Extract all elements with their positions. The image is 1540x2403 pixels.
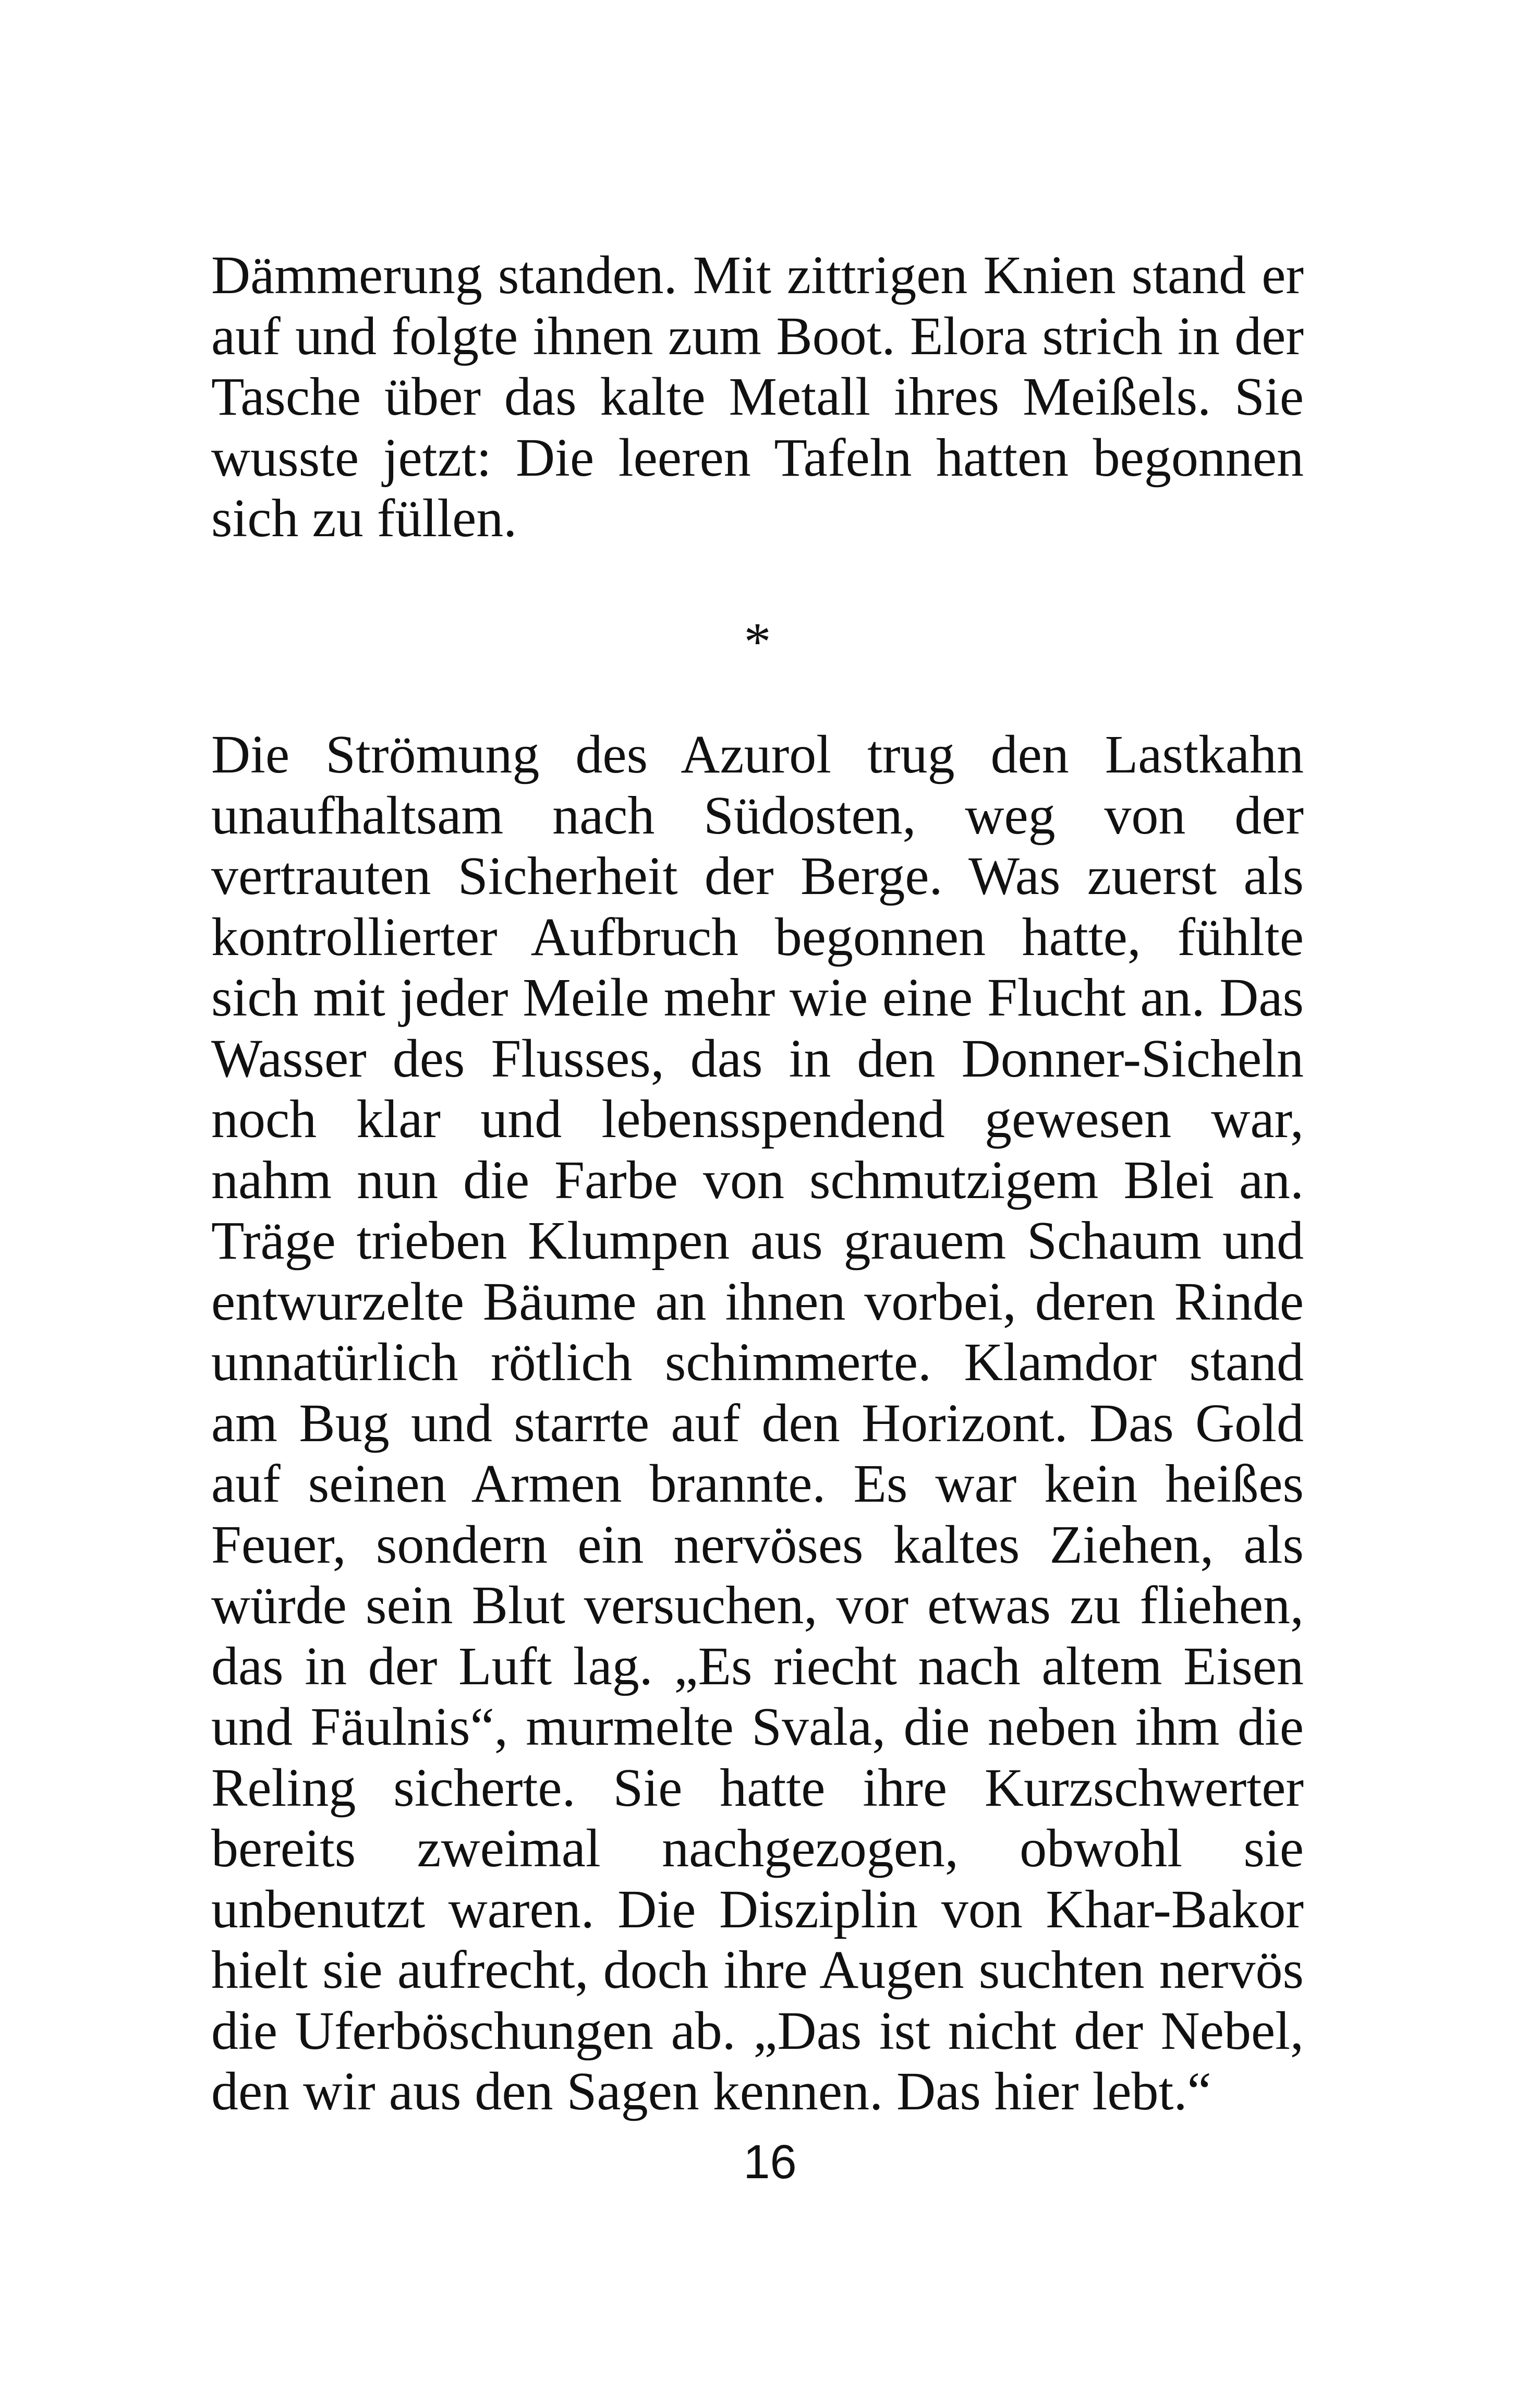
book-page-body xyxy=(211,245,1304,2122)
paragraph-river-journey: Die Strömung des Azurol trug den Lastkahn unaufhaltsam nach Südosten, weg von der vertrauten Sicherheit der Berge. Was zuerst als kontrollierter Aufbruch begonnen hatte, fühlte sich mit jeder Meile mehr wie eine Flucht an. Das Wasser des Flusses, das in den Donner-Sicheln noch klar und lebensspendend gewesen war, nahm nun die Farbe von schmutzigem Blei an. Träge trieben Klumpen aus grauem Schaum und entwurzelte Bäume an ihnen vorbei, deren Rinde unnatürlich rötlich schimmerte. Klamdor stand am Bug und starrte auf den Horizont. Das Gold auf seinen Armen brannte. Es war kein heißes Feuer, sondern ein nervöses kaltes Ziehen, als würde sein Blut versuchen, vor etwas zu fliehen, das in der Luft lag. „Es riecht nach altem Eisen und Fäulnis“, murmelte Svala, die neben ihm die Reling sicherte. Sie hatte ihre Kurzschwerter bereits zweimal nachgezogen, obwohl sie unbenutzt waren. Die Disziplin von Khar-Bakor hielt sie aufrecht, doch ihre Augen suchten nervös die Uferböschungen ab. „Das ist nicht der Nebel, den wir aus den Sagen kennen. Das hier lebt.“ xyxy=(211,724,1304,2121)
scene-break-asterisk: * xyxy=(744,611,771,672)
paragraph-continuation: Dämmerung standen. Mit zittrigen Knien stand er auf und folgte ihnen zum Boot. Elora strich in der Tasche über das kalte Metall ihres Meißels. Sie wusste jetzt: Die leeren Tafeln hatten begonnen sich zu füllen. xyxy=(211,245,1304,548)
page-number: 16 xyxy=(743,2135,797,2189)
